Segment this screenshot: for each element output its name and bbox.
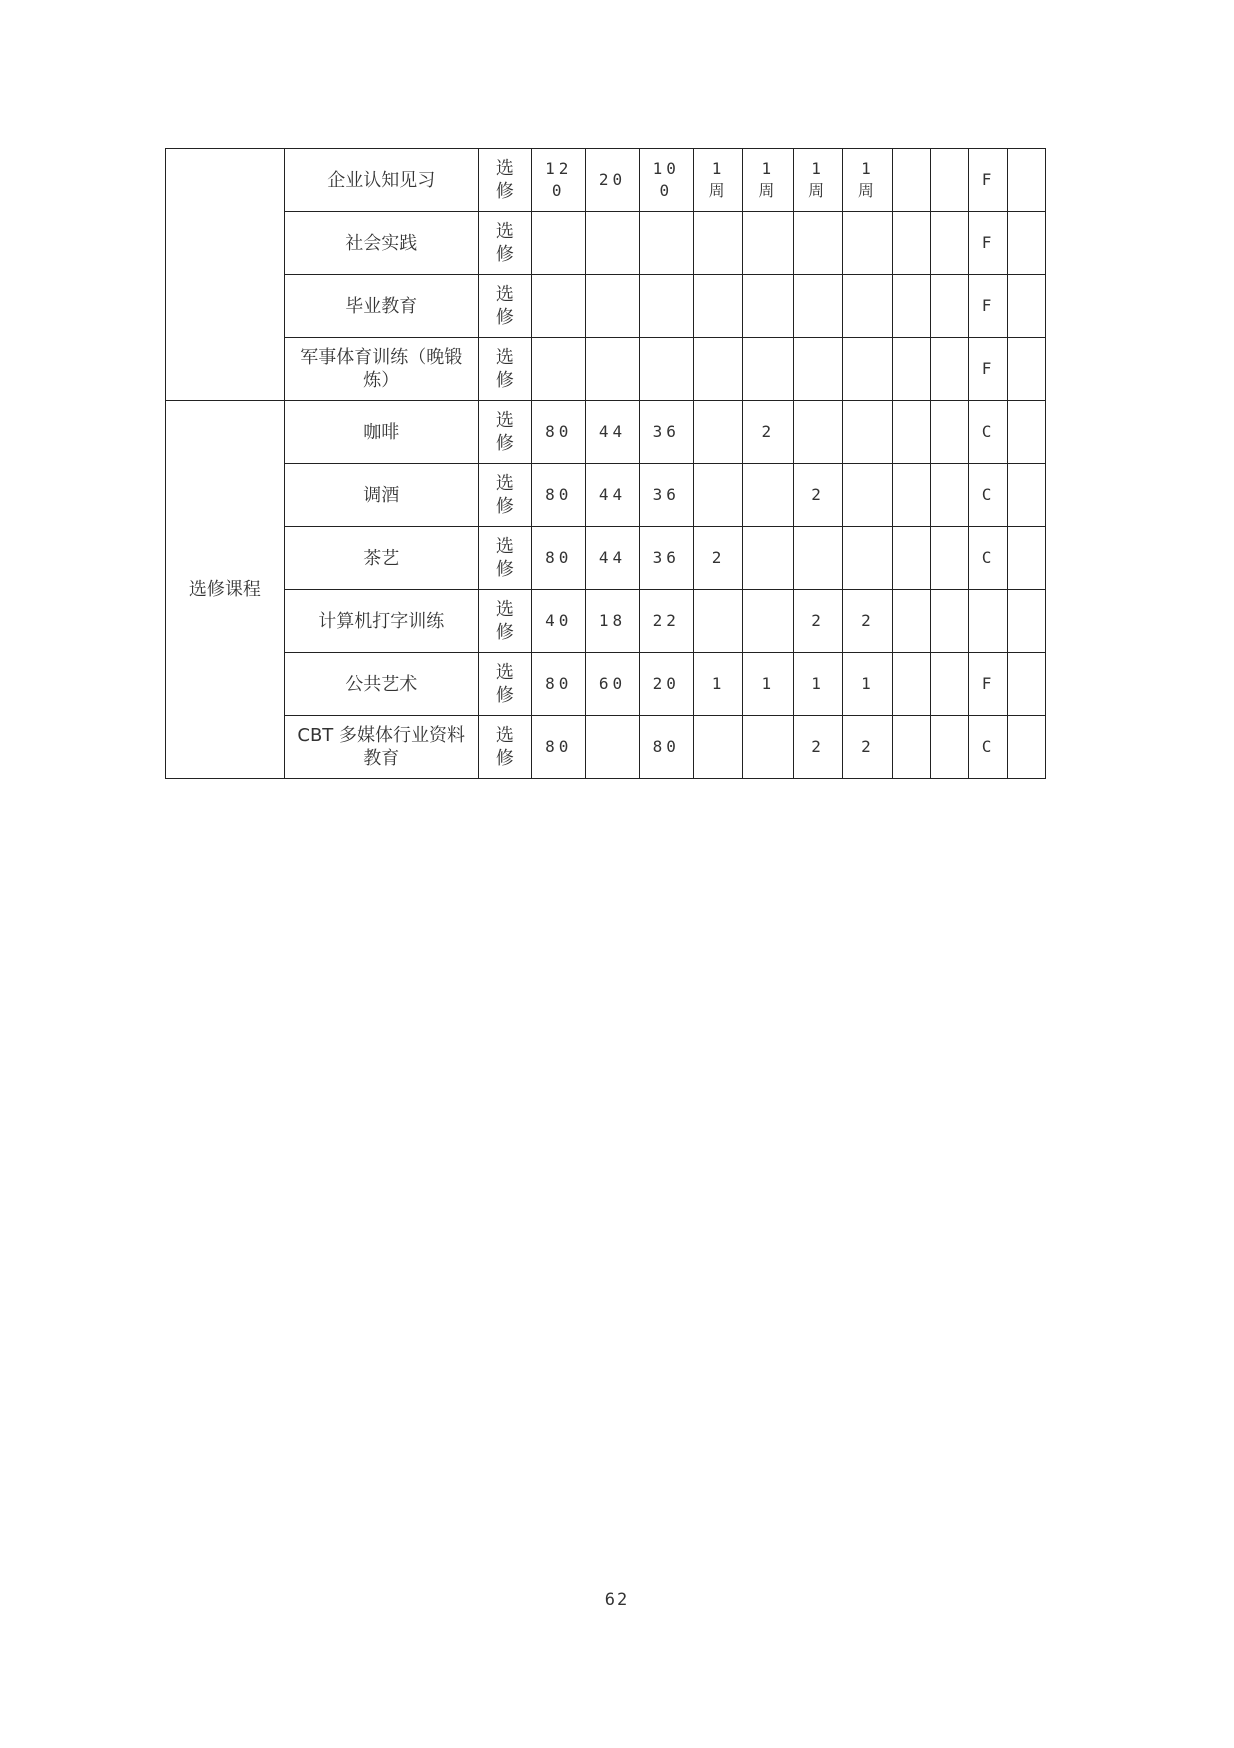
total-hours-value: 80 xyxy=(545,485,573,504)
semester-2-cell xyxy=(743,464,793,527)
semester-2-cell xyxy=(743,275,793,338)
semester-1-cell xyxy=(693,716,742,779)
semester-2-cell xyxy=(743,338,793,401)
semester-1-cell xyxy=(693,464,742,527)
assessment-cell: C xyxy=(969,716,1007,779)
semester-1-value: 1周 xyxy=(708,159,728,200)
semester-2-cell xyxy=(743,149,793,212)
semester-3-value: 2 xyxy=(811,611,824,630)
table-row xyxy=(166,212,1046,275)
remark-cell xyxy=(1007,464,1045,527)
course-name-cell xyxy=(284,149,478,212)
course-type-cell xyxy=(478,527,531,590)
course-type-value: 选修 xyxy=(495,347,514,391)
semester-2-value: 2 xyxy=(761,422,775,441)
category-cell: 选修课程 xyxy=(166,401,285,779)
total-hours-value: 80 xyxy=(545,737,573,756)
semester-5-cell xyxy=(893,590,931,653)
course-name-cell xyxy=(284,275,478,338)
theory-hours-cell xyxy=(586,401,639,464)
semester-4-value: 1 xyxy=(861,674,874,693)
semester-5-cell xyxy=(893,338,931,401)
course-type-value: 选修 xyxy=(495,221,514,265)
semester-5-cell xyxy=(893,527,931,590)
course-type-value: 选修 xyxy=(495,284,514,328)
semester-4-cell xyxy=(842,275,892,338)
course-type-cell xyxy=(478,590,531,653)
total-hours-value: 80 xyxy=(545,674,573,693)
semester-1-cell xyxy=(693,527,742,590)
semester-1-cell xyxy=(693,590,742,653)
assessment-cell: F xyxy=(969,338,1007,401)
table-row xyxy=(166,527,1046,590)
course-type-cell xyxy=(478,464,531,527)
course-type-cell xyxy=(478,212,531,275)
course-name: 茶艺 xyxy=(363,547,400,569)
assessment-cell: F xyxy=(969,149,1007,212)
semester-5-cell xyxy=(893,149,931,212)
practice-hours-cell xyxy=(639,401,693,464)
semester-6-cell xyxy=(931,527,969,590)
table-row xyxy=(166,149,1046,212)
total-hours-cell xyxy=(532,401,586,464)
semester-5-cell xyxy=(893,275,931,338)
practice-hours-cell xyxy=(639,464,693,527)
semester-5-cell xyxy=(893,653,931,716)
course-name-cell xyxy=(284,401,478,464)
course-name-cell xyxy=(284,590,478,653)
semester-5-cell xyxy=(893,716,931,779)
theory-hours-cell xyxy=(586,149,639,212)
course-name: 咖啡 xyxy=(363,421,400,443)
semester-4-cell xyxy=(842,401,892,464)
practice-hours-value: 20 xyxy=(652,674,680,693)
practice-hours-value: 36 xyxy=(652,422,680,441)
course-type-value: 选修 xyxy=(495,662,514,706)
assessment-cell xyxy=(969,590,1007,653)
practice-hours-cell xyxy=(639,149,693,212)
practice-hours-cell xyxy=(639,590,693,653)
semester-5-cell xyxy=(893,401,931,464)
total-hours-cell xyxy=(532,338,586,401)
page-number: 62 xyxy=(604,1590,630,1610)
course-name-cell xyxy=(284,212,478,275)
total-hours-cell xyxy=(532,149,586,212)
semester-4-cell xyxy=(842,527,892,590)
table-row xyxy=(166,590,1046,653)
practice-hours-cell xyxy=(639,338,693,401)
semester-1-cell xyxy=(693,338,742,401)
semester-3-cell xyxy=(793,716,842,779)
course-name: 企业认知见习 xyxy=(327,169,436,191)
total-hours-cell xyxy=(532,527,586,590)
semester-2-value: 1周 xyxy=(758,159,778,200)
semester-1-cell xyxy=(693,149,742,212)
course-name-cell xyxy=(284,653,478,716)
course-type-value: 选修 xyxy=(495,410,514,454)
total-hours-value: 80 xyxy=(545,548,573,567)
theory-hours-cell xyxy=(586,212,639,275)
course-name: 公共艺术 xyxy=(345,673,418,695)
semester-6-cell xyxy=(931,464,969,527)
course-table-body xyxy=(166,149,1046,779)
semester-2-cell xyxy=(743,716,793,779)
semester-1-cell xyxy=(693,653,742,716)
semester-2-cell xyxy=(743,653,793,716)
theory-hours-value: 44 xyxy=(598,548,627,567)
theory-hours-value: 44 xyxy=(598,485,627,504)
practice-hours-value: 80 xyxy=(652,737,680,756)
semester-1-value: 1 xyxy=(711,674,725,693)
course-type-cell xyxy=(478,275,531,338)
remark-cell xyxy=(1007,338,1045,401)
theory-hours-cell xyxy=(586,716,639,779)
course-type-value: 选修 xyxy=(495,725,514,769)
assessment-cell: F xyxy=(969,212,1007,275)
semester-3-cell xyxy=(793,212,842,275)
total-hours-value: 80 xyxy=(545,422,573,441)
table-row xyxy=(166,464,1046,527)
practice-hours-cell xyxy=(639,716,693,779)
table-row xyxy=(166,716,1046,779)
semester-3-value: 2 xyxy=(811,485,824,504)
assessment-cell: C xyxy=(969,527,1007,590)
semester-3-cell xyxy=(793,464,842,527)
theory-hours-value: 44 xyxy=(598,422,627,441)
semester-6-cell xyxy=(931,716,969,779)
theory-hours-cell xyxy=(586,527,639,590)
practice-hours-value: 36 xyxy=(652,548,680,567)
course-type-cell xyxy=(478,149,531,212)
semester-4-value: 2 xyxy=(861,737,874,756)
semester-4-cell xyxy=(842,653,892,716)
theory-hours-cell xyxy=(586,338,639,401)
remark-cell xyxy=(1007,401,1045,464)
practice-hours-value: 22 xyxy=(652,611,680,630)
theory-hours-value: 60 xyxy=(598,674,627,693)
practice-hours-cell xyxy=(639,653,693,716)
semester-6-cell xyxy=(931,212,969,275)
course-name: 调酒 xyxy=(363,484,400,506)
practice-hours-cell xyxy=(639,275,693,338)
semester-2-cell xyxy=(743,401,793,464)
course-table xyxy=(165,148,1046,779)
semester-6-cell xyxy=(931,653,969,716)
theory-hours-cell xyxy=(586,464,639,527)
semester-1-value: 2 xyxy=(711,548,725,567)
semester-4-value: 1周 xyxy=(857,159,877,200)
assessment-cell: C xyxy=(969,464,1007,527)
total-hours-cell xyxy=(532,653,586,716)
course-name: CBT 多媒体行业资料教育 xyxy=(297,725,466,769)
course-type-cell xyxy=(478,401,531,464)
total-hours-cell xyxy=(532,716,586,779)
total-hours-value: 40 xyxy=(545,611,573,630)
semester-4-cell xyxy=(842,212,892,275)
theory-hours-value: 20 xyxy=(598,170,627,189)
course-name: 社会实践 xyxy=(345,232,418,254)
semester-6-cell xyxy=(931,275,969,338)
total-hours-cell xyxy=(532,275,586,338)
course-name-cell xyxy=(284,716,478,779)
table-row xyxy=(166,338,1046,401)
course-name: 计算机打字训练 xyxy=(318,610,445,632)
remark-cell xyxy=(1007,149,1045,212)
semester-6-cell xyxy=(931,590,969,653)
semester-2-cell xyxy=(743,527,793,590)
theory-hours-value: 18 xyxy=(598,611,627,630)
assessment-cell: F xyxy=(969,275,1007,338)
semester-4-cell xyxy=(842,338,892,401)
course-type-value: 选修 xyxy=(495,536,514,580)
remark-cell xyxy=(1007,275,1045,338)
remark-cell xyxy=(1007,527,1045,590)
semester-3-cell xyxy=(793,527,842,590)
course-name-cell xyxy=(284,338,478,401)
semester-3-cell xyxy=(793,401,842,464)
semester-2-value: 1 xyxy=(761,674,775,693)
semester-4-cell xyxy=(842,716,892,779)
assessment-cell: F xyxy=(969,653,1007,716)
table-row xyxy=(166,401,1046,464)
course-type-value: 选修 xyxy=(495,599,514,643)
semester-1-cell xyxy=(693,212,742,275)
semester-3-value: 1周 xyxy=(808,159,828,200)
practice-hours-value: 36 xyxy=(652,485,680,504)
practice-hours-cell xyxy=(639,212,693,275)
semester-3-cell xyxy=(793,590,842,653)
semester-1-cell xyxy=(693,401,742,464)
practice-hours-cell xyxy=(639,527,693,590)
semester-6-cell xyxy=(931,149,969,212)
remark-cell xyxy=(1007,590,1045,653)
semester-3-value: 2 xyxy=(811,737,824,756)
semester-6-cell xyxy=(931,338,969,401)
semester-5-cell xyxy=(893,464,931,527)
theory-hours-cell xyxy=(586,590,639,653)
semester-4-cell xyxy=(842,590,892,653)
semester-2-cell xyxy=(743,590,793,653)
theory-hours-cell xyxy=(586,653,639,716)
course-type-cell xyxy=(478,653,531,716)
course-name: 毕业教育 xyxy=(345,295,418,317)
semester-3-cell xyxy=(793,149,842,212)
theory-hours-cell xyxy=(586,275,639,338)
total-hours-cell xyxy=(532,464,586,527)
assessment-cell: C xyxy=(969,401,1007,464)
total-hours-cell xyxy=(532,590,586,653)
semester-4-value: 2 xyxy=(861,611,874,630)
course-name: 军事体育训练（晚锻炼） xyxy=(300,347,463,391)
course-name-cell xyxy=(284,464,478,527)
semester-3-value: 1 xyxy=(811,674,824,693)
semester-3-cell xyxy=(793,338,842,401)
semester-5-cell xyxy=(893,212,931,275)
semester-3-cell xyxy=(793,653,842,716)
course-type-value: 选修 xyxy=(495,473,514,517)
course-type-cell xyxy=(478,338,531,401)
semester-4-cell xyxy=(842,464,892,527)
semester-1-cell xyxy=(693,275,742,338)
remark-cell xyxy=(1007,653,1045,716)
total-hours-cell xyxy=(532,212,586,275)
practice-hours-value: 100 xyxy=(652,159,680,200)
table-row xyxy=(166,275,1046,338)
semester-6-cell xyxy=(931,401,969,464)
semester-4-cell xyxy=(842,149,892,212)
table-row xyxy=(166,653,1046,716)
total-hours-value: 120 xyxy=(545,159,573,200)
category-cell xyxy=(166,149,285,401)
remark-cell xyxy=(1007,212,1045,275)
semester-3-cell xyxy=(793,275,842,338)
remark-cell xyxy=(1007,716,1045,779)
course-name-cell xyxy=(284,527,478,590)
semester-2-cell xyxy=(743,212,793,275)
course-type-value: 选修 xyxy=(495,158,514,202)
course-type-cell xyxy=(478,716,531,779)
